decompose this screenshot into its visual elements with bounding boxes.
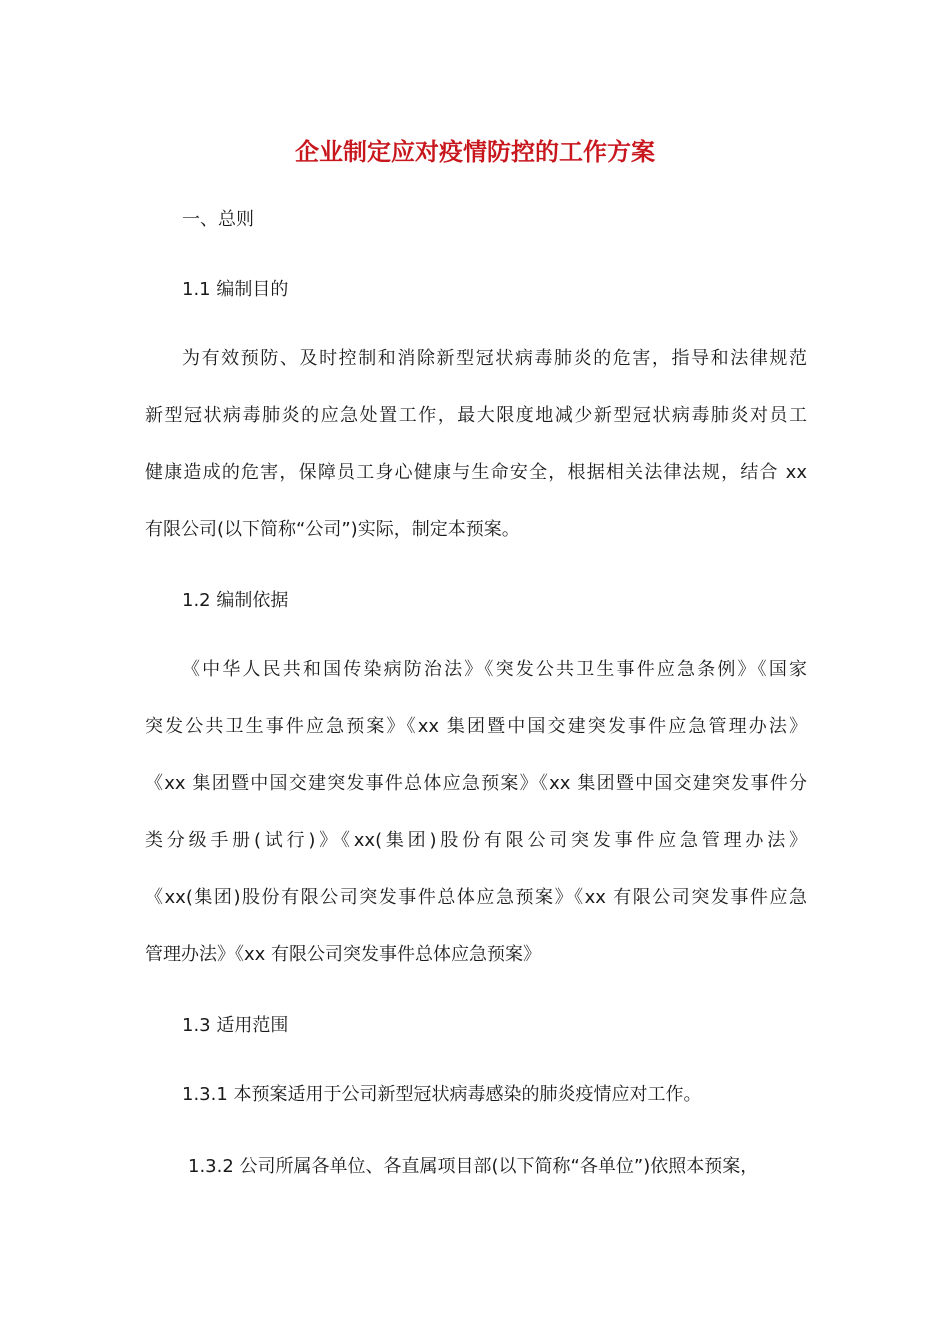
document-title: 企业制定应对疫情防控的工作方案	[295, 137, 655, 166]
paragraph-line: 健康造成的危害，保障员工身心健康与生命安全，根据相关法律法规，结合 xx	[145, 462, 807, 483]
paragraph-line: 《xx(集团)股份有限公司突发事件总体应急预案》《xx 有限公司突发事件应急	[145, 887, 807, 908]
clause-1-3-2: 1.3.2 公司所属各单位、各直属项目部(以下简称“各单位”)依照本预案，	[188, 1156, 759, 1177]
paragraph-line: 《xx 集团暨中国交建突发事件总体应急预案》《xx 集团暨中国交建突发事件分	[145, 773, 807, 794]
section-heading-general: 一、总则	[182, 209, 254, 230]
paragraph-line: 类分级手册(试行)》《xx(集团)股份有限公司突发事件应急管理办法》	[145, 830, 807, 851]
heading-1-1: 1.1 编制目的	[182, 279, 289, 300]
paragraph-line: 《中华人民共和国传染病防治法》《突发公共卫生事件应急条例》《国家	[182, 659, 807, 680]
paragraph-line: 新型冠状病毒肺炎的应急处置工作，最大限度地减少新型冠状病毒肺炎对员工	[145, 405, 807, 426]
paragraph-line: 为有效预防、及时控制和消除新型冠状病毒肺炎的危害，指导和法律规范	[182, 348, 807, 369]
paragraph-line: 管理办法》《xx 有限公司突发事件总体应急预案》	[145, 944, 542, 965]
clause-1-3-1: 1.3.1 本预案适用于公司新型冠状病毒感染的肺炎疫情应对工作。	[182, 1084, 702, 1105]
paragraph-line: 有限公司(以下简称“公司”)实际，制定本预案。	[145, 519, 520, 540]
heading-1-3: 1.3 适用范围	[182, 1015, 289, 1036]
paragraph-line: 突发公共卫生事件应急预案》《xx 集团暨中国交建突发事件应急管理办法》	[145, 716, 807, 737]
heading-1-2: 1.2 编制依据	[182, 590, 289, 611]
